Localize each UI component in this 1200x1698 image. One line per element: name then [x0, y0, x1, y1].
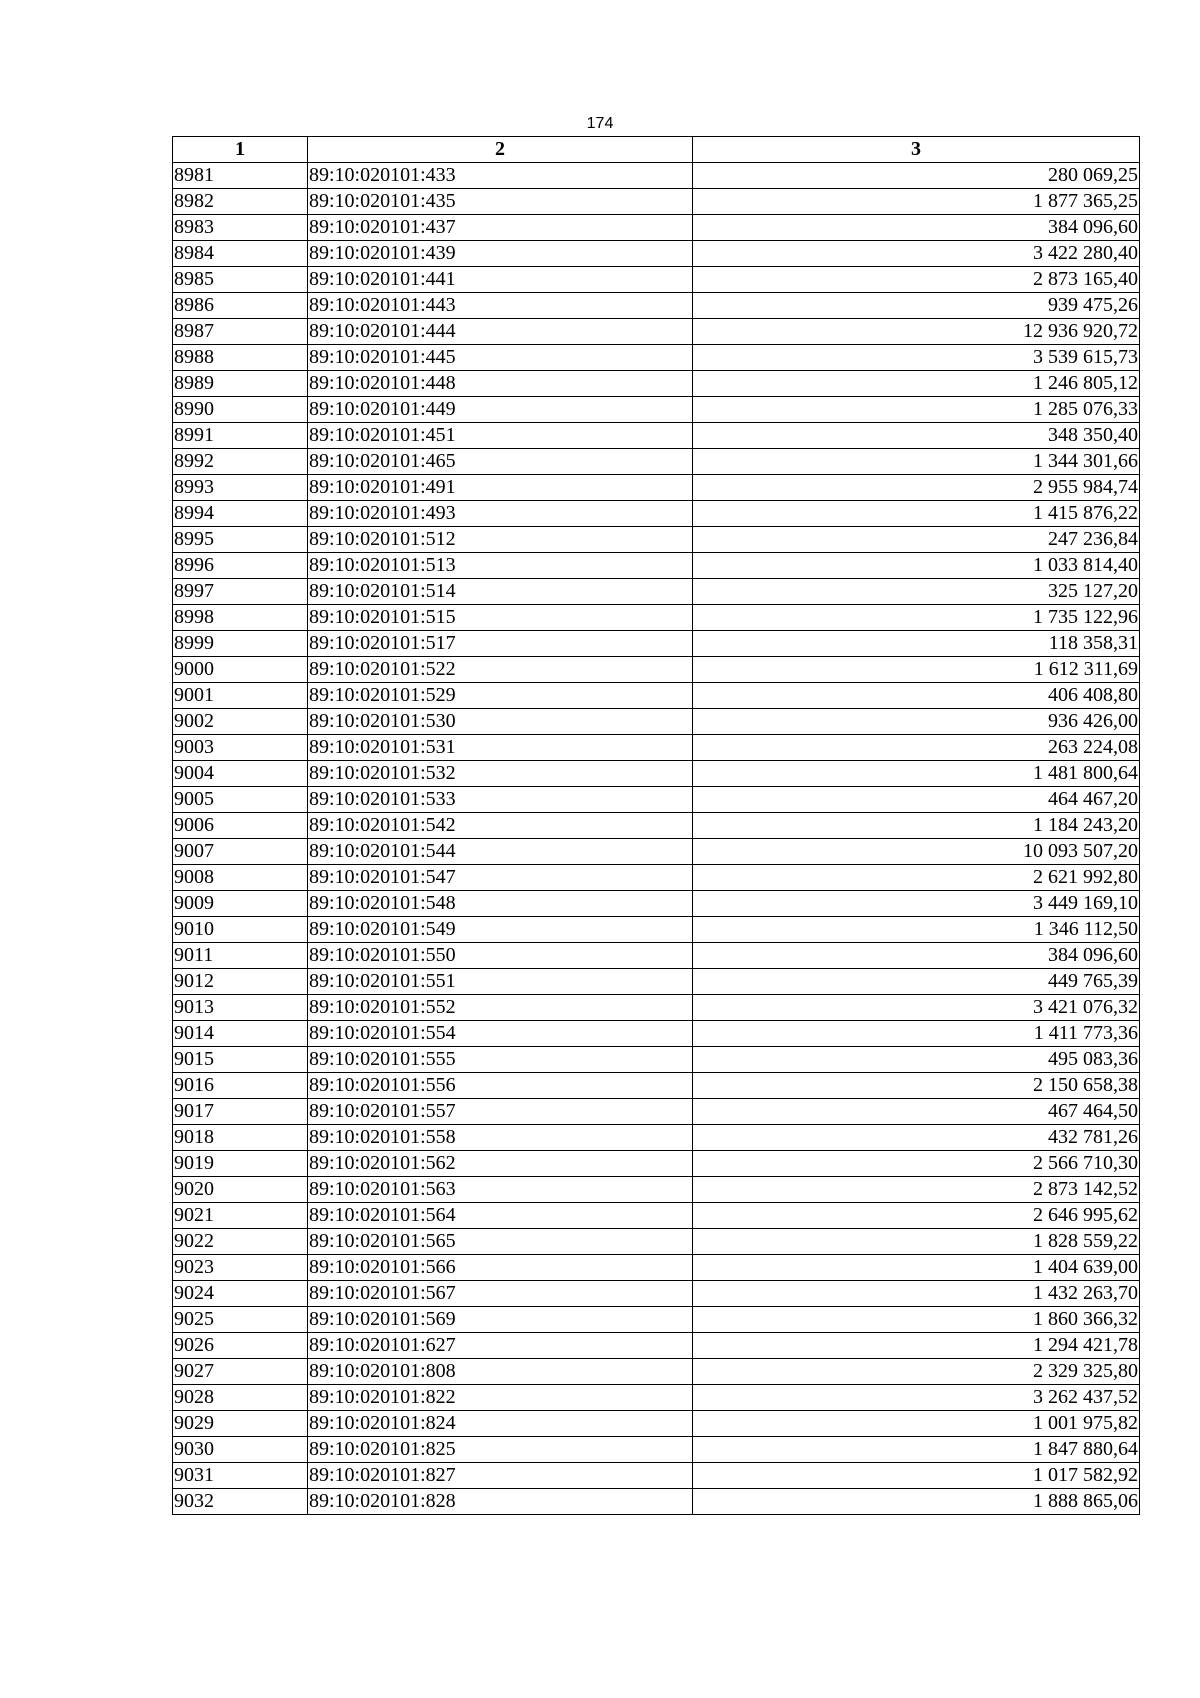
table-row: [173, 553, 1140, 579]
cadastral-number-cell: 89:10:020101:512: [308, 527, 693, 553]
cadastral-number-cell: 89:10:020101:532: [308, 761, 693, 787]
value-cell: 12 936 920,72: [693, 319, 1140, 345]
value-cell: 1 432 263,70: [693, 1281, 1140, 1307]
cadastral-number-cell: 89:10:020101:567: [308, 1281, 693, 1307]
value-cell: 2 621 992,80: [693, 865, 1140, 891]
value-cell: 384 096,60: [693, 943, 1140, 969]
row-number-cell: 9003: [173, 735, 308, 761]
header-col-3: 3: [693, 137, 1140, 163]
value-cell: 1 877 365,25: [693, 189, 1140, 215]
value-cell: 406 408,80: [693, 683, 1140, 709]
row-number-cell: 9004: [173, 761, 308, 787]
value-cell: 1 001 975,82: [693, 1411, 1140, 1437]
table-row: [173, 1385, 1140, 1411]
cadastral-number-cell: 89:10:020101:569: [308, 1307, 693, 1333]
value-cell: 2 873 142,52: [693, 1177, 1140, 1203]
row-number-cell: 9024: [173, 1281, 308, 1307]
table-row: [173, 475, 1140, 501]
table-row: [173, 1489, 1140, 1515]
table-row: [173, 1229, 1140, 1255]
table-row: [173, 1255, 1140, 1281]
row-number-cell: 9018: [173, 1125, 308, 1151]
table-row: [173, 969, 1140, 995]
value-cell: 1 847 880,64: [693, 1437, 1140, 1463]
table-row: [173, 1047, 1140, 1073]
value-cell: 1 481 800,64: [693, 761, 1140, 787]
value-cell: 1 184 243,20: [693, 813, 1140, 839]
row-number-cell: 9020: [173, 1177, 308, 1203]
row-number-cell: 9013: [173, 995, 308, 1021]
cadastral-number-cell: 89:10:020101:441: [308, 267, 693, 293]
table-row: [173, 605, 1140, 631]
value-cell: 464 467,20: [693, 787, 1140, 813]
table-row: [173, 995, 1140, 1021]
table-row: [173, 1359, 1140, 1385]
table-row: [173, 1021, 1140, 1047]
value-cell: 432 781,26: [693, 1125, 1140, 1151]
row-number-cell: 8986: [173, 293, 308, 319]
cadastral-number-cell: 89:10:020101:552: [308, 995, 693, 1021]
row-number-cell: 8988: [173, 345, 308, 371]
row-number-cell: 9002: [173, 709, 308, 735]
row-number-cell: 9025: [173, 1307, 308, 1333]
cadastral-number-cell: 89:10:020101:439: [308, 241, 693, 267]
row-number-cell: 9014: [173, 1021, 308, 1047]
value-cell: 467 464,50: [693, 1099, 1140, 1125]
cadastral-number-cell: 89:10:020101:566: [308, 1255, 693, 1281]
value-cell: 2 329 325,80: [693, 1359, 1140, 1385]
row-number-cell: 8989: [173, 371, 308, 397]
cadastral-number-cell: 89:10:020101:547: [308, 865, 693, 891]
table-row: [173, 1437, 1140, 1463]
page-number: 174: [586, 115, 614, 132]
value-cell: 2 150 658,38: [693, 1073, 1140, 1099]
value-cell: 1 344 301,66: [693, 449, 1140, 475]
table-row: [173, 501, 1140, 527]
cadastral-number-cell: 89:10:020101:563: [308, 1177, 693, 1203]
table-row: [173, 397, 1140, 423]
cadastral-number-cell: 89:10:020101:627: [308, 1333, 693, 1359]
cadastral-number-cell: 89:10:020101:562: [308, 1151, 693, 1177]
table-row: [173, 241, 1140, 267]
registry-table: [172, 136, 1140, 1515]
row-number-cell: 9011: [173, 943, 308, 969]
row-number-cell: 8996: [173, 553, 308, 579]
row-number-cell: 9001: [173, 683, 308, 709]
value-cell: 3 422 280,40: [693, 241, 1140, 267]
value-cell: 1 285 076,33: [693, 397, 1140, 423]
value-cell: 348 350,40: [693, 423, 1140, 449]
row-number-cell: 9005: [173, 787, 308, 813]
row-number-cell: 8987: [173, 319, 308, 345]
cadastral-number-cell: 89:10:020101:514: [308, 579, 693, 605]
table-row: [173, 215, 1140, 241]
table-row: [173, 345, 1140, 371]
table-row: [173, 1307, 1140, 1333]
value-cell: 247 236,84: [693, 527, 1140, 553]
table-row: [173, 865, 1140, 891]
cadastral-number-cell: 89:10:020101:451: [308, 423, 693, 449]
row-number-cell: 8992: [173, 449, 308, 475]
value-cell: 1 017 582,92: [693, 1463, 1140, 1489]
value-cell: 118 358,31: [693, 631, 1140, 657]
value-cell: 1 404 639,00: [693, 1255, 1140, 1281]
cadastral-number-cell: 89:10:020101:433: [308, 163, 693, 189]
table-row: [173, 1177, 1140, 1203]
cadastral-number-cell: 89:10:020101:556: [308, 1073, 693, 1099]
cadastral-number-cell: 89:10:020101:435: [308, 189, 693, 215]
cadastral-number-cell: 89:10:020101:542: [308, 813, 693, 839]
value-cell: 2 873 165,40: [693, 267, 1140, 293]
value-cell: 1 294 421,78: [693, 1333, 1140, 1359]
value-cell: 1 246 805,12: [693, 371, 1140, 397]
cadastral-number-cell: 89:10:020101:808: [308, 1359, 693, 1385]
table-row: [173, 1099, 1140, 1125]
row-number-cell: 8983: [173, 215, 308, 241]
table-row: [173, 813, 1140, 839]
row-number-cell: 9006: [173, 813, 308, 839]
value-cell: 936 426,00: [693, 709, 1140, 735]
table-row: [173, 917, 1140, 943]
value-cell: 384 096,60: [693, 215, 1140, 241]
table-row: [173, 1151, 1140, 1177]
table-row: [173, 1203, 1140, 1229]
cadastral-number-cell: 89:10:020101:564: [308, 1203, 693, 1229]
cadastral-number-cell: 89:10:020101:825: [308, 1437, 693, 1463]
table-row: [173, 709, 1140, 735]
row-number-cell: 8984: [173, 241, 308, 267]
cadastral-number-cell: 89:10:020101:445: [308, 345, 693, 371]
value-cell: 3 262 437,52: [693, 1385, 1140, 1411]
value-cell: 1 346 112,50: [693, 917, 1140, 943]
value-cell: 1 888 865,06: [693, 1489, 1140, 1515]
value-cell: 1 033 814,40: [693, 553, 1140, 579]
table-row: [173, 423, 1140, 449]
table-row: [173, 1411, 1140, 1437]
cadastral-number-cell: 89:10:020101:449: [308, 397, 693, 423]
row-number-cell: 8982: [173, 189, 308, 215]
row-number-cell: 9017: [173, 1099, 308, 1125]
row-number-cell: 8994: [173, 501, 308, 527]
header-col-2: 2: [308, 137, 693, 163]
cadastral-number-cell: 89:10:020101:550: [308, 943, 693, 969]
value-cell: 449 765,39: [693, 969, 1140, 995]
value-cell: 1 860 366,32: [693, 1307, 1140, 1333]
row-number-cell: 9023: [173, 1255, 308, 1281]
table-row: [173, 1073, 1140, 1099]
row-number-cell: 9021: [173, 1203, 308, 1229]
table-row: [173, 839, 1140, 865]
row-number-cell: 9028: [173, 1385, 308, 1411]
row-number-cell: 8999: [173, 631, 308, 657]
cadastral-number-cell: 89:10:020101:822: [308, 1385, 693, 1411]
table-row: [173, 267, 1140, 293]
table-row: [173, 657, 1140, 683]
table-row: [173, 1125, 1140, 1151]
table-row: [173, 1463, 1140, 1489]
table-row: [173, 319, 1140, 345]
table-row: [173, 527, 1140, 553]
value-cell: 1 411 773,36: [693, 1021, 1140, 1047]
row-number-cell: 9009: [173, 891, 308, 917]
value-cell: 280 069,25: [693, 163, 1140, 189]
cadastral-number-cell: 89:10:020101:513: [308, 553, 693, 579]
table-row: [173, 1281, 1140, 1307]
row-number-cell: 9012: [173, 969, 308, 995]
cadastral-number-cell: 89:10:020101:554: [308, 1021, 693, 1047]
cadastral-number-cell: 89:10:020101:824: [308, 1411, 693, 1437]
row-number-cell: 9029: [173, 1411, 308, 1437]
row-number-cell: 8998: [173, 605, 308, 631]
cadastral-number-cell: 89:10:020101:515: [308, 605, 693, 631]
cadastral-number-cell: 89:10:020101:549: [308, 917, 693, 943]
table-row: [173, 293, 1140, 319]
cadastral-number-cell: 89:10:020101:465: [308, 449, 693, 475]
cadastral-number-cell: 89:10:020101:517: [308, 631, 693, 657]
value-cell: 325 127,20: [693, 579, 1140, 605]
table-row: [173, 761, 1140, 787]
value-cell: 263 224,08: [693, 735, 1140, 761]
table-row: [173, 579, 1140, 605]
row-number-cell: 9032: [173, 1489, 308, 1515]
cadastral-number-cell: 89:10:020101:531: [308, 735, 693, 761]
row-number-cell: 9007: [173, 839, 308, 865]
cadastral-number-cell: 89:10:020101:522: [308, 657, 693, 683]
cadastral-number-cell: 89:10:020101:444: [308, 319, 693, 345]
cadastral-number-cell: 89:10:020101:529: [308, 683, 693, 709]
cadastral-number-cell: 89:10:020101:557: [308, 1099, 693, 1125]
table-row: [173, 163, 1140, 189]
row-number-cell: 8985: [173, 267, 308, 293]
row-number-cell: 9026: [173, 1333, 308, 1359]
cadastral-number-cell: 89:10:020101:828: [308, 1489, 693, 1515]
value-cell: 3 421 076,32: [693, 995, 1140, 1021]
cadastral-number-cell: 89:10:020101:448: [308, 371, 693, 397]
value-cell: 939 475,26: [693, 293, 1140, 319]
value-cell: 2 566 710,30: [693, 1151, 1140, 1177]
row-number-cell: 8991: [173, 423, 308, 449]
cadastral-number-cell: 89:10:020101:558: [308, 1125, 693, 1151]
cadastral-number-cell: 89:10:020101:565: [308, 1229, 693, 1255]
value-cell: 2 955 984,74: [693, 475, 1140, 501]
table-row: [173, 735, 1140, 761]
value-cell: 3 539 615,73: [693, 345, 1140, 371]
cadastral-number-cell: 89:10:020101:555: [308, 1047, 693, 1073]
row-number-cell: 9022: [173, 1229, 308, 1255]
value-cell: 1 828 559,22: [693, 1229, 1140, 1255]
row-number-cell: 9016: [173, 1073, 308, 1099]
cadastral-number-cell: 89:10:020101:437: [308, 215, 693, 241]
cadastral-number-cell: 89:10:020101:530: [308, 709, 693, 735]
row-number-cell: 9031: [173, 1463, 308, 1489]
row-number-cell: 9019: [173, 1151, 308, 1177]
table-row: [173, 891, 1140, 917]
cadastral-number-cell: 89:10:020101:493: [308, 501, 693, 527]
cadastral-number-cell: 89:10:020101:827: [308, 1463, 693, 1489]
row-number-cell: 9030: [173, 1437, 308, 1463]
row-number-cell: 9010: [173, 917, 308, 943]
cadastral-number-cell: 89:10:020101:551: [308, 969, 693, 995]
table-row: [173, 683, 1140, 709]
value-cell: 1 735 122,96: [693, 605, 1140, 631]
cadastral-number-cell: 89:10:020101:443: [308, 293, 693, 319]
table-row: [173, 449, 1140, 475]
row-number-cell: 8997: [173, 579, 308, 605]
row-number-cell: 9027: [173, 1359, 308, 1385]
value-cell: 1 612 311,69: [693, 657, 1140, 683]
value-cell: 3 449 169,10: [693, 891, 1140, 917]
table-row: [173, 1333, 1140, 1359]
value-cell: 10 093 507,20: [693, 839, 1140, 865]
table-row: [173, 943, 1140, 969]
header-row: [173, 137, 1140, 163]
cadastral-number-cell: 89:10:020101:491: [308, 475, 693, 501]
table-row: [173, 189, 1140, 215]
row-number-cell: 9000: [173, 657, 308, 683]
table-header: [173, 137, 1140, 163]
cadastral-number-cell: 89:10:020101:533: [308, 787, 693, 813]
row-number-cell: 9008: [173, 865, 308, 891]
cadastral-number-cell: 89:10:020101:548: [308, 891, 693, 917]
table-row: [173, 371, 1140, 397]
row-number-cell: 8995: [173, 527, 308, 553]
table-body: [173, 163, 1140, 1515]
header-col-1: 1: [173, 137, 308, 163]
row-number-cell: 8990: [173, 397, 308, 423]
cadastral-number-cell: 89:10:020101:544: [308, 839, 693, 865]
row-number-cell: 8981: [173, 163, 308, 189]
table-row: [173, 631, 1140, 657]
table-row: [173, 787, 1140, 813]
value-cell: 1 415 876,22: [693, 501, 1140, 527]
row-number-cell: 8993: [173, 475, 308, 501]
value-cell: 495 083,36: [693, 1047, 1140, 1073]
value-cell: 2 646 995,62: [693, 1203, 1140, 1229]
row-number-cell: 9015: [173, 1047, 308, 1073]
